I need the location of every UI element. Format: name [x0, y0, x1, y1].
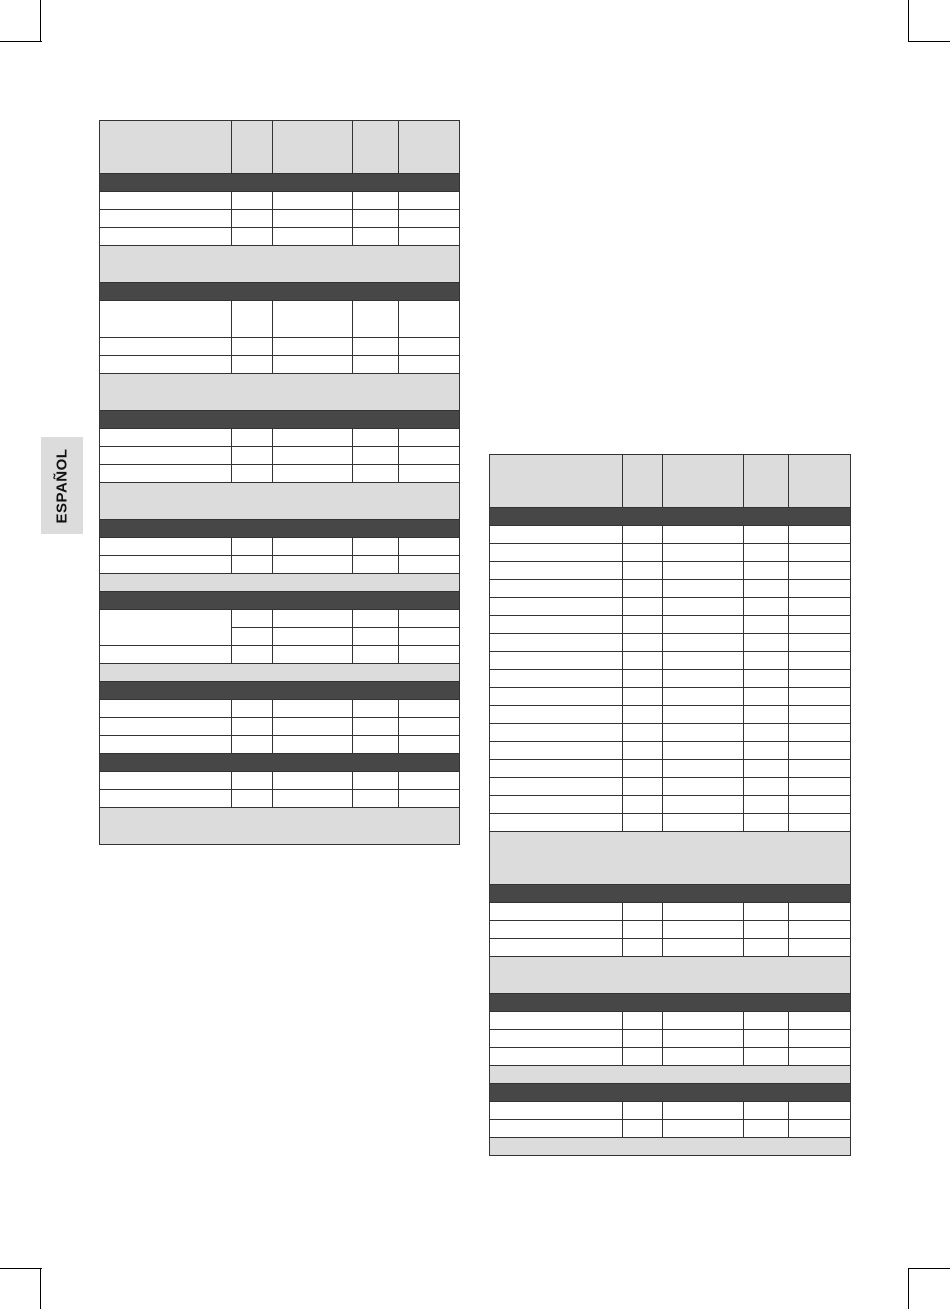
spec-table-right: [489, 454, 851, 1156]
table-row: [490, 1120, 851, 1138]
table-row: [490, 724, 851, 742]
table-row: [490, 814, 851, 832]
section-bar: [100, 520, 460, 538]
table-row: [490, 760, 851, 778]
header-cell: [663, 455, 744, 508]
note-row: [490, 832, 851, 885]
crop-mark-bottom-right-v: [908, 1268, 909, 1309]
crop-mark-top-right-v: [908, 0, 909, 42]
section-bar: [490, 885, 851, 903]
table-row: [100, 192, 460, 210]
note-row: [100, 246, 460, 283]
language-tab-label: ESPAÑOL: [53, 448, 71, 523]
crop-mark-bottom-right-h: [908, 1268, 950, 1269]
table-row: [490, 921, 851, 939]
table-row: [100, 447, 460, 465]
note-row: [100, 664, 460, 682]
table-row: [490, 742, 851, 760]
note-row: [490, 1066, 851, 1084]
note-row: [100, 374, 460, 411]
table-row: [100, 646, 460, 664]
section-bar: [100, 283, 460, 301]
table-row: [100, 556, 460, 574]
note-row: [100, 808, 460, 845]
header-cell: [789, 455, 851, 508]
table-row: [490, 1102, 851, 1120]
table-row: [490, 706, 851, 724]
table-row: [490, 670, 851, 688]
header-cell: [232, 121, 273, 174]
section-bar: [100, 592, 460, 610]
section-bar: [490, 508, 851, 526]
table-row: [490, 652, 851, 670]
section-bar: [490, 1084, 851, 1102]
table-row: [100, 790, 460, 808]
table-row: [490, 688, 851, 706]
crop-mark-bottom-left-v: [40, 1268, 41, 1309]
header-cell: [490, 455, 623, 508]
crop-mark-bottom-left-h: [0, 1268, 42, 1269]
table-row: [490, 796, 851, 814]
table-row: [490, 1012, 851, 1030]
table-row: [490, 562, 851, 580]
table-row: [100, 301, 460, 338]
table-row: [100, 700, 460, 718]
table-row: [100, 610, 460, 628]
header-cell: [623, 455, 663, 508]
table-row: [490, 580, 851, 598]
table-row: [490, 634, 851, 652]
note-row: [490, 957, 851, 994]
table-row: [100, 736, 460, 754]
table-row: [100, 338, 460, 356]
note-row: [490, 1138, 851, 1156]
table-row: [100, 538, 460, 556]
table-row: [100, 356, 460, 374]
table-row: [490, 903, 851, 921]
table-row: [100, 228, 460, 246]
table-row: [100, 429, 460, 447]
table-row: [490, 939, 851, 957]
table-row: [490, 598, 851, 616]
table-row: [490, 616, 851, 634]
note-row: [100, 483, 460, 520]
section-bar: [100, 754, 460, 772]
table-row: [100, 465, 460, 483]
header-cell: [353, 121, 399, 174]
table-row: [100, 210, 460, 228]
table-row: [490, 778, 851, 796]
table-row: [490, 1048, 851, 1066]
table-row: [490, 526, 851, 544]
section-bar: [490, 994, 851, 1012]
table-header-row: [490, 455, 851, 508]
header-cell: [744, 455, 789, 508]
table-row: [490, 544, 851, 562]
header-cell: [100, 121, 232, 174]
table-header-row: [100, 121, 460, 174]
note-row: [100, 574, 460, 592]
table-row: [490, 1030, 851, 1048]
table-row: [100, 718, 460, 736]
header-cell: [399, 121, 460, 174]
crop-mark-top-left-v: [40, 0, 41, 42]
section-bar: [100, 682, 460, 700]
crop-mark-top-right-h: [908, 41, 950, 42]
table-row: [100, 772, 460, 790]
header-cell: [273, 121, 353, 174]
spec-table-left: [99, 120, 460, 845]
crop-mark-top-left-h: [0, 41, 42, 42]
language-tab: [41, 437, 83, 534]
section-bar: [100, 174, 460, 192]
section-bar: [100, 411, 460, 429]
